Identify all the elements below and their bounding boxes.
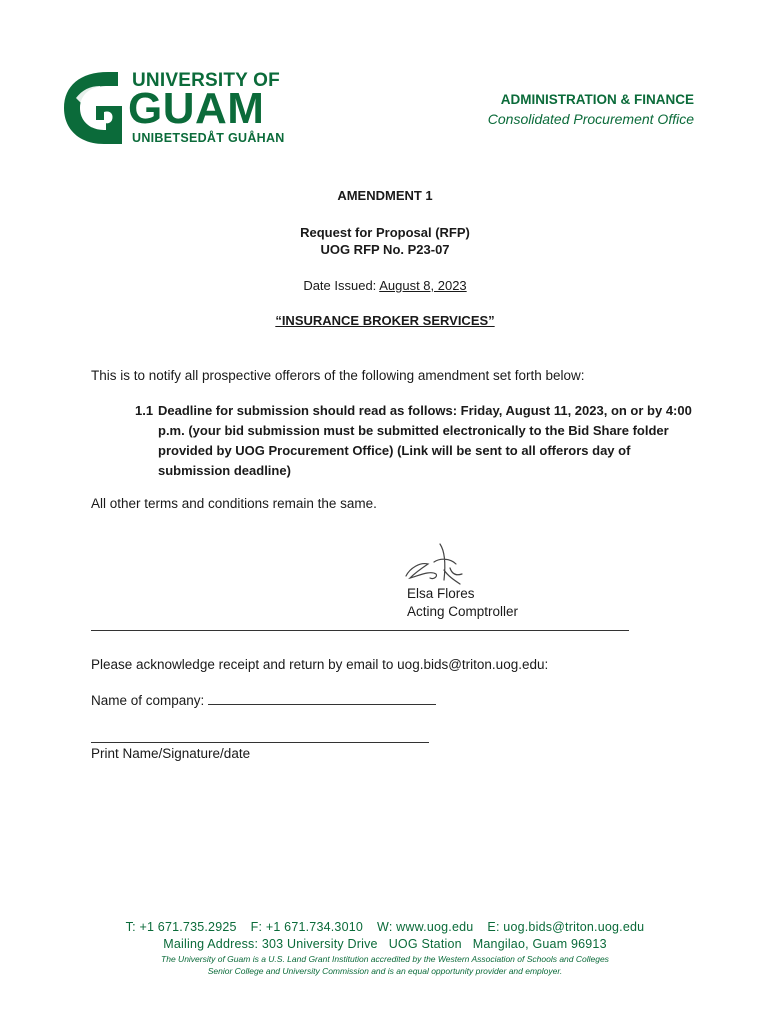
company-name-label: Name of company:	[91, 693, 209, 708]
footer-contacts	[0, 920, 770, 934]
footer-address: Mailing Address: 303 University Drive UOG Station Mangilao, Guam 96913	[163, 937, 607, 951]
signer-title: Acting Comptroller	[407, 604, 519, 619]
signer-name: Elsa Flores	[407, 586, 475, 601]
footer-note-1: The University of Guam is a U.S. Land Grant Institution accredited by the Western Association of Schools and Colleges	[161, 954, 609, 964]
date-label: Date Issued:	[303, 278, 380, 293]
rfp-number: UOG RFP No. P23-07	[320, 242, 450, 257]
date-value: August 8, 2023	[379, 278, 467, 293]
print-name-label: Print Name/Signature/date	[91, 746, 251, 761]
footer-email[interactable]: E: uog.bids@triton.uog.edu	[487, 920, 645, 934]
signature-blank-line[interactable]	[91, 728, 429, 743]
acknowledge-instruction: Please acknowledge receipt and return by email to uog.bids@triton.uog.edu:	[91, 657, 549, 672]
amendment-item	[135, 401, 695, 481]
footer-fax: F: +1 671.734.3010	[250, 920, 364, 934]
amendment-title: AMENDMENT 1	[337, 188, 433, 203]
item-text: Deadline for submission should read as follows: Friday, August 11, 2023, on or by 4:00 p.m. (your bid submission must be submitted electronically to the Bid Share folder provided by UOG Procurement Office) (Link will be sent to all offerors day of submission deadline)	[158, 403, 692, 478]
date-issued	[0, 278, 770, 293]
department-name: ADMINISTRATION & FINANCE	[500, 92, 694, 107]
footer-phone: T: +1 671.735.2925	[125, 920, 237, 934]
footer-note-2: Senior College and University Commission and is an equal opportunity provider and employer.	[207, 966, 563, 976]
company-name-field[interactable]	[91, 692, 436, 708]
service-title: “INSURANCE BROKER SERVICES”	[275, 313, 495, 328]
logo-text-university-of: UNIVERSITY OF	[132, 70, 280, 91]
rfp-title: Request for Proposal (RFP)	[300, 225, 470, 240]
item-number: 1.1	[135, 403, 154, 418]
company-name-blank[interactable]	[208, 692, 436, 705]
separator-line	[91, 630, 629, 631]
logo-text-unibetsedat: UNIBETSEDÅT GUÅHAN	[132, 131, 285, 145]
g-emblem-icon	[60, 68, 130, 148]
logo-text-guam: GUAM	[128, 84, 265, 133]
intro-text: This is to notify all prospective offerors of the following amendment set forth below:	[91, 368, 585, 383]
footer-web[interactable]: W: www.uog.edu	[377, 920, 474, 934]
closing-text: All other terms and conditions remain the same.	[91, 496, 377, 511]
office-name: Consolidated Procurement Office	[487, 111, 694, 127]
